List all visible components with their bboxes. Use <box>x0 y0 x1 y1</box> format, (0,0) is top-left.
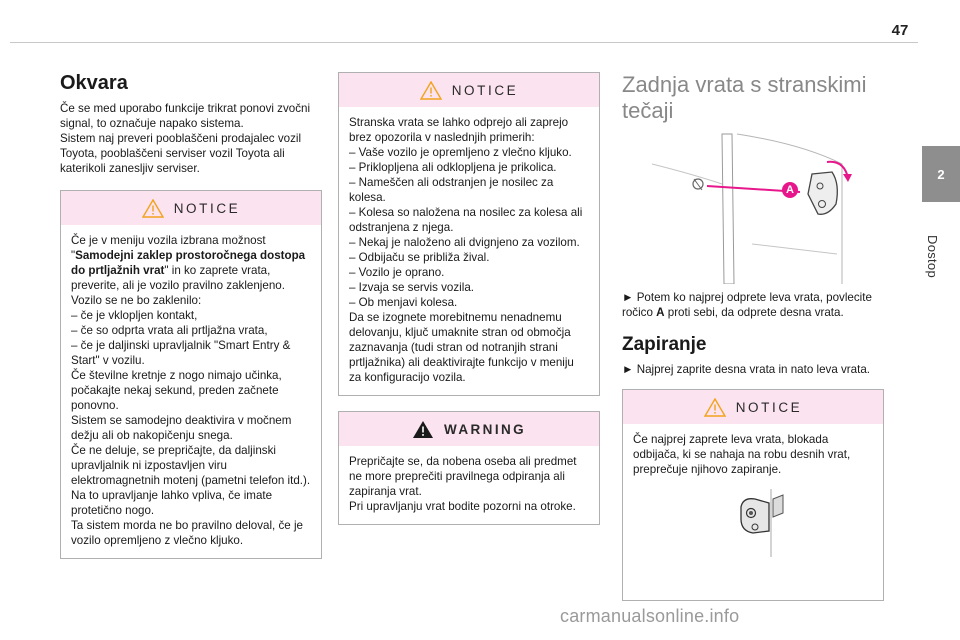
rear-door-handle-illustration <box>622 124 884 284</box>
instruction-text: ► Potem ko najprej odprete leva vrata, povlecite ročico <box>622 291 872 319</box>
notice-text <box>61 225 321 558</box>
instruction-text: proti sebi, da odprete desna vrata. <box>664 306 844 319</box>
notice-text: Stranska vrata se lahko odprejo ali zaprejo brez opozorila v naslednjih primerih: – Vaše vozilo je opremljeno z vlečno kljuko. – Priklopljena ali odklopljena je prikolica. – Nameščen ali odstranjen je nosilec za kolesa. – Kolesa so naložena na nosilec za kolesa ali odstranjena z njega. – Nekaj je naloženo ali dvignjeno za vozilom. – Odbijaču se približa žival. – Vozilo je oprano. – Izvaja se servis vozila. – Ob menjavi kolesa. Da se izognete morebitnemu nenadnemu delovanju, ključ umaknite stran od območja zaznavanja (tudi stran od notranjih strani prtljažnika) ali deaktivirajte funkcijo v meniju za konfiguracijo vozila. <box>349 116 583 384</box>
notice-title: NOTICE <box>451 82 519 98</box>
warning-triangle-icon <box>412 420 434 439</box>
open-instruction <box>622 290 884 320</box>
header-divider <box>10 42 918 43</box>
notice-text: Če najprej zaprete leva vrata, blokada odbijača, ki se nahaja na robu desnih vrat, preprečuje njihovo zapiranje. <box>633 433 851 476</box>
section-heading-zapiranje: Zapiranje <box>622 334 707 355</box>
bumper-stop-illustration <box>623 487 885 557</box>
notice-box <box>60 190 322 559</box>
door-lever-drawing <box>622 124 884 284</box>
caution-triangle-icon <box>704 398 726 417</box>
notice-menu-option: Samodejni zaklep prostoročnega dostopa do prtljažnih vrat <box>71 249 306 277</box>
section-heading-rear-doors: Zadnja vrata s stranskimi tečaji <box>622 72 867 123</box>
notice-header <box>61 191 321 225</box>
notice-title: NOTICE <box>173 200 241 216</box>
page-number: 47 <box>891 22 909 39</box>
watermark: carmanualsonline.info <box>560 606 740 626</box>
notice-box <box>338 72 600 396</box>
column-1 <box>60 72 322 559</box>
chapter-title: Dostop <box>925 235 940 278</box>
notice-title: NOTICE <box>735 399 803 415</box>
notice-text-part: " in ko zaprete vrata, preverite, ali je vozilo pravilno zaklenjeno. Vozilo se ne bo zaklenilo: – če je vklopljen kontakt, – če so odprta vrata ali prtljažna vrata, – če je daljinski upravljalnik "Smart Entry & Start" v vozilu. Če številne kretnje z nogo nimajo učinka, počakajte nekaj sekund, preden začnete ponovno. Sistem se samodejno deaktivira v močnem dežju ali ob nakopičenju snega. Če ne deluje, se prepričajte, da daljinski upravljalnik ni izpostavljen viru elektromagnetnih motenj (pametni telefon itd.). Na to upravljanje lahko vpliva, če imate protetično nogo. Ta sistem morda ne bo pravilno deloval, če je vozilo opremljeno z vlečno kljuko. <box>71 264 311 547</box>
notice-header <box>623 390 883 424</box>
section-heading-okvara: Okvara <box>60 72 128 94</box>
warning-box <box>338 411 600 525</box>
column-3 <box>622 72 884 601</box>
close-instruction: ► Najprej zaprite desna vrata in nato leva vrata. <box>622 363 870 376</box>
warning-header <box>339 412 599 446</box>
notice-box <box>622 389 884 601</box>
notice-header <box>339 73 599 107</box>
column-2 <box>338 72 600 525</box>
caution-triangle-icon <box>420 81 442 100</box>
warning-title: WARNING <box>443 421 527 437</box>
notice-text-part: Če je v meniju vozila izbrana možnost " <box>71 234 266 262</box>
warning-text: Prepričajte se, da nobena oseba ali predmet ne more preprečiti pravilnega odpiranja ali zapiranja vrat. Pri upravljanju vrat bodite pozorni na otroke. <box>349 455 577 513</box>
callout-a-badge: A <box>782 182 798 198</box>
lever-reference: A <box>656 306 665 319</box>
chapter-tab[interactable]: 2 <box>922 146 960 202</box>
okvara-text: Če se med uporabo funkcije trikrat ponovi zvočni signal, to označuje napako sistema. Sistem naj preveri pooblaščeni prodajalec vozil Toyota, pooblaščeni serviser vozil Toyota ali katerikoli zanesljiv serviser. <box>60 102 311 175</box>
caution-triangle-icon <box>142 199 164 218</box>
